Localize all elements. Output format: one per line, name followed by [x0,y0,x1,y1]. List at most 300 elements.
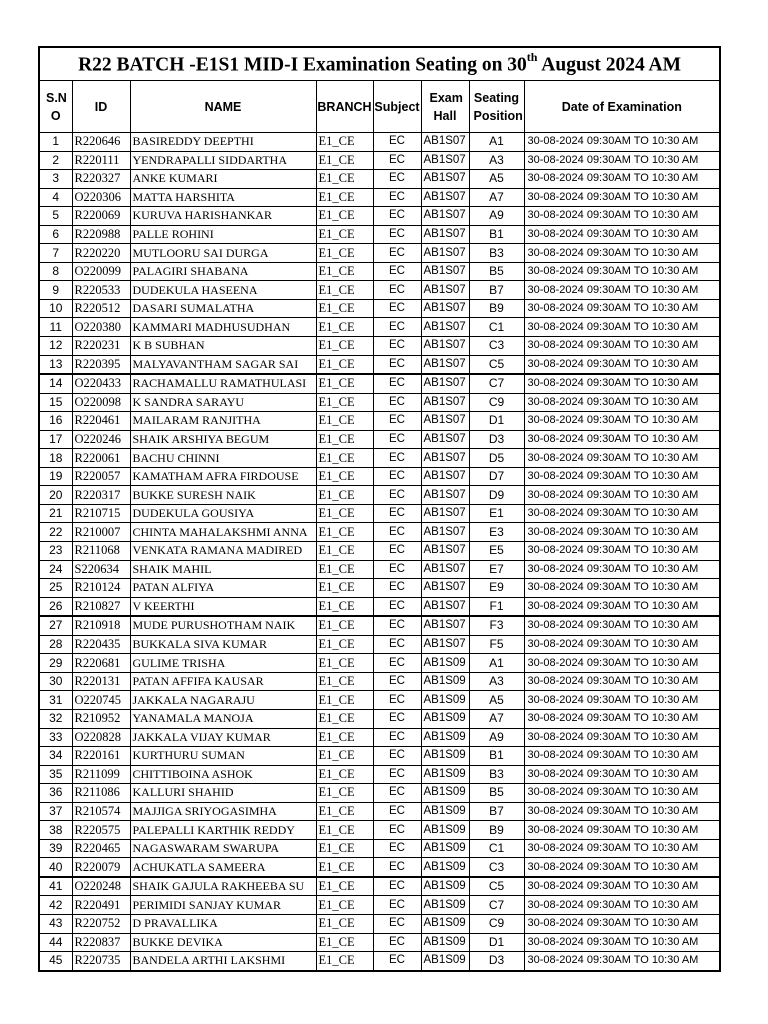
row-branch: E1_CE [316,914,373,933]
header-seating-position: Seating Position [469,81,524,133]
row-id: R210574 [72,802,130,821]
row-id: O220099 [72,262,130,281]
row-subject: EC [373,579,421,598]
row-seating-position: B3 [469,765,524,784]
row-date: 30-08-2024 09:30AM TO 10:30 AM [524,188,720,207]
row-exam-hall: AB1S09 [421,728,469,747]
row-branch: E1_CE [316,765,373,784]
row-branch: E1_CE [316,821,373,840]
row-date: 30-08-2024 09:30AM TO 10:30 AM [524,355,720,374]
row-sno: 13 [39,355,72,374]
row-id: O220098 [72,393,130,412]
table-row [39,952,720,971]
table-row [39,821,720,840]
row-id: R220491 [72,896,130,915]
row-date: 30-08-2024 09:30AM TO 10:30 AM [524,672,720,691]
row-name: MUTLOORU SAI DURGA [130,244,316,263]
row-branch: E1_CE [316,449,373,468]
row-id: R220435 [72,635,130,654]
row-subject: EC [373,560,421,579]
table-row [39,784,720,803]
row-branch: E1_CE [316,542,373,561]
row-id: R220111 [72,151,130,170]
row-name: BUKKE DEVIKA [130,933,316,952]
row-date: 30-08-2024 09:30AM TO 10:30 AM [524,133,720,152]
row-subject: EC [373,933,421,952]
row-exam-hall: AB1S09 [421,821,469,840]
row-seating-position: B5 [469,784,524,803]
row-subject: EC [373,188,421,207]
title-superscript: th [526,49,538,64]
row-exam-hall: AB1S07 [421,560,469,579]
row-exam-hall: AB1S07 [421,299,469,318]
row-exam-hall: AB1S07 [421,281,469,300]
row-branch: E1_CE [316,412,373,431]
row-name: K B SUBHAN [130,337,316,356]
title-suffix: August 2024 AM [537,54,682,76]
row-subject: EC [373,858,421,877]
row-name: RACHAMALLU RAMATHULASI [130,374,316,393]
row-seating-position: D3 [469,430,524,449]
row-date: 30-08-2024 09:30AM TO 10:30 AM [524,449,720,468]
row-seating-position: A3 [469,672,524,691]
row-subject: EC [373,486,421,505]
row-id: R220735 [72,952,130,971]
table-row [39,914,720,933]
row-sno: 37 [39,802,72,821]
row-seating-position: C9 [469,393,524,412]
row-seating-position: D3 [469,952,524,971]
row-id: R220231 [72,337,130,356]
row-exam-hall: AB1S09 [421,672,469,691]
row-branch: E1_CE [316,672,373,691]
row-branch: E1_CE [316,207,373,226]
row-date: 30-08-2024 09:30AM TO 10:30 AM [524,504,720,523]
table-row [39,412,720,431]
row-name: KURUVA HARISHANKAR [130,207,316,226]
row-exam-hall: AB1S07 [421,188,469,207]
row-subject: EC [373,151,421,170]
row-seating-position: B5 [469,262,524,281]
table-row [39,430,720,449]
row-branch: E1_CE [316,133,373,152]
row-seating-position: B9 [469,299,524,318]
row-seating-position: C9 [469,914,524,933]
row-seating-position: C3 [469,337,524,356]
header-exam-hall: Exam Hall [421,81,469,133]
row-branch: E1_CE [316,802,373,821]
row-branch: E1_CE [316,244,373,263]
seating-rows [39,133,720,971]
sheet-title [39,47,720,81]
row-exam-hall: AB1S09 [421,933,469,952]
row-seating-position: A7 [469,709,524,728]
row-date: 30-08-2024 09:30AM TO 10:30 AM [524,281,720,300]
row-name: D PRAVALLIKA [130,914,316,933]
table-row [39,635,720,654]
row-seating-position: C3 [469,858,524,877]
row-sno: 38 [39,821,72,840]
table-row [39,486,720,505]
row-seating-position: D1 [469,412,524,431]
row-name: PALLE ROHINI [130,225,316,244]
row-exam-hall: AB1S07 [421,542,469,561]
row-exam-hall: AB1S09 [421,709,469,728]
row-subject: EC [373,635,421,654]
table-row [39,318,720,337]
row-subject: EC [373,449,421,468]
table-row [39,616,720,635]
row-name: KAMMARI MADHUSUDHAN [130,318,316,337]
row-seating-position: B1 [469,747,524,766]
row-date: 30-08-2024 09:30AM TO 10:30 AM [524,709,720,728]
row-seating-position: D7 [469,467,524,486]
row-date: 30-08-2024 09:30AM TO 10:30 AM [524,393,720,412]
row-id: R210007 [72,523,130,542]
row-exam-hall: AB1S07 [421,225,469,244]
title-prefix: R22 BATCH -E1S1 MID-I Examination Seating on 30 [78,54,527,76]
row-sno: 28 [39,635,72,654]
row-name: BASIREDDY DEEPTHI [130,133,316,152]
row-id: R220079 [72,858,130,877]
row-subject: EC [373,281,421,300]
row-date: 30-08-2024 09:30AM TO 10:30 AM [524,728,720,747]
row-name: PATAN AFFIFA KAUSAR [130,672,316,691]
row-date: 30-08-2024 09:30AM TO 10:30 AM [524,802,720,821]
row-name: SHAIK MAHIL [130,560,316,579]
row-seating-position: D9 [469,486,524,505]
row-name: JAKKALA NAGARAJU [130,691,316,710]
row-name: SHAIK ARSHIYA BEGUM [130,430,316,449]
table-row [39,839,720,858]
row-date: 30-08-2024 09:30AM TO 10:30 AM [524,616,720,635]
row-date: 30-08-2024 09:30AM TO 10:30 AM [524,765,720,784]
row-branch: E1_CE [316,467,373,486]
row-branch: E1_CE [316,374,373,393]
row-subject: EC [373,318,421,337]
row-seating-position: B7 [469,802,524,821]
row-sno: 5 [39,207,72,226]
row-branch: E1_CE [316,262,373,281]
row-subject: EC [373,784,421,803]
row-exam-hall: AB1S09 [421,747,469,766]
row-name: CHINTA MAHALAKSHMI ANNA [130,523,316,542]
table-row [39,523,720,542]
row-seating-position: F1 [469,597,524,616]
row-name: MUDE PURUSHOTHAM NAIK [130,616,316,635]
table-row [39,244,720,263]
row-subject: EC [373,691,421,710]
row-sno: 1 [39,133,72,152]
row-subject: EC [373,207,421,226]
row-branch: E1_CE [316,523,373,542]
row-id: O220248 [72,877,130,896]
row-sno: 10 [39,299,72,318]
header-name: NAME [130,81,316,133]
row-sno: 36 [39,784,72,803]
row-seating-position: E5 [469,542,524,561]
row-seating-position: E1 [469,504,524,523]
row-sno: 8 [39,262,72,281]
row-id: R211068 [72,542,130,561]
row-name: DUDEKULA HASEENA [130,281,316,300]
row-seating-position: A9 [469,207,524,226]
row-id: R220575 [72,821,130,840]
row-date: 30-08-2024 09:30AM TO 10:30 AM [524,654,720,673]
row-branch: E1_CE [316,784,373,803]
row-date: 30-08-2024 09:30AM TO 10:30 AM [524,952,720,971]
row-sno: 15 [39,393,72,412]
row-id: R220327 [72,170,130,189]
row-name: DASARI SUMALATHA [130,299,316,318]
row-exam-hall: AB1S07 [421,635,469,654]
row-branch: E1_CE [316,579,373,598]
row-id: O220380 [72,318,130,337]
row-seating-position: F5 [469,635,524,654]
row-branch: E1_CE [316,597,373,616]
header-branch: BRANCH [316,81,373,133]
row-id: R220646 [72,133,130,152]
row-name: MALYAVANTHAM SAGAR SAI [130,355,316,374]
table-row [39,858,720,877]
table-row [39,374,720,393]
row-sno: 31 [39,691,72,710]
row-id: R220533 [72,281,130,300]
row-seating-position: C1 [469,318,524,337]
row-branch: E1_CE [316,299,373,318]
row-sno: 23 [39,542,72,561]
row-name: JAKKALA VIJAY KUMAR [130,728,316,747]
row-date: 30-08-2024 09:30AM TO 10:30 AM [524,318,720,337]
row-seating-position: A5 [469,170,524,189]
row-exam-hall: AB1S09 [421,765,469,784]
row-seating-position: F3 [469,616,524,635]
row-sno: 25 [39,579,72,598]
row-exam-hall: AB1S09 [421,802,469,821]
row-seating-position: E9 [469,579,524,598]
row-sno: 42 [39,896,72,915]
row-subject: EC [373,765,421,784]
table-row [39,933,720,952]
row-subject: EC [373,170,421,189]
row-exam-hall: AB1S07 [421,579,469,598]
row-name: ACHUKATLA SAMEERA [130,858,316,877]
row-sno: 21 [39,504,72,523]
row-branch: E1_CE [316,337,373,356]
row-branch: E1_CE [316,170,373,189]
row-exam-hall: AB1S07 [421,244,469,263]
row-date: 30-08-2024 09:30AM TO 10:30 AM [524,896,720,915]
table-row [39,654,720,673]
row-name: PALEPALLI KARTHIK REDDY [130,821,316,840]
row-id: R210124 [72,579,130,598]
row-seating-position: A9 [469,728,524,747]
row-seating-position: A3 [469,151,524,170]
row-date: 30-08-2024 09:30AM TO 10:30 AM [524,170,720,189]
row-name: KAMATHAM AFRA FIRDOUSE [130,467,316,486]
table-row [39,691,720,710]
row-sno: 22 [39,523,72,542]
row-exam-hall: AB1S09 [421,914,469,933]
header-date-of-examination: Date of Examination [524,81,720,133]
row-exam-hall: AB1S07 [421,262,469,281]
row-seating-position: A1 [469,654,524,673]
row-sno: 16 [39,412,72,431]
table-row [39,542,720,561]
row-subject: EC [373,597,421,616]
table-row [39,802,720,821]
row-sno: 3 [39,170,72,189]
header-id: ID [72,81,130,133]
row-id: R220061 [72,449,130,468]
row-branch: E1_CE [316,635,373,654]
row-exam-hall: AB1S09 [421,858,469,877]
row-exam-hall: AB1S07 [421,374,469,393]
row-sno: 18 [39,449,72,468]
row-id: R211099 [72,765,130,784]
row-subject: EC [373,262,421,281]
row-exam-hall: AB1S07 [421,393,469,412]
table-row [39,355,720,374]
row-name: MATTA HARSHITA [130,188,316,207]
row-subject: EC [373,654,421,673]
row-branch: E1_CE [316,616,373,635]
row-id: R220220 [72,244,130,263]
row-sno: 2 [39,151,72,170]
row-subject: EC [373,337,421,356]
row-id: R220161 [72,747,130,766]
row-branch: E1_CE [316,896,373,915]
row-id: R210918 [72,616,130,635]
row-date: 30-08-2024 09:30AM TO 10:30 AM [524,262,720,281]
row-id: O220828 [72,728,130,747]
row-id: R210715 [72,504,130,523]
table-row [39,728,720,747]
row-sno: 24 [39,560,72,579]
row-sno: 29 [39,654,72,673]
row-exam-hall: AB1S07 [421,318,469,337]
row-name: BACHU CHINNI [130,449,316,468]
row-date: 30-08-2024 09:30AM TO 10:30 AM [524,225,720,244]
table-row [39,151,720,170]
row-id: R220395 [72,355,130,374]
seating-sheet [38,46,719,972]
row-sno: 43 [39,914,72,933]
row-date: 30-08-2024 09:30AM TO 10:30 AM [524,430,720,449]
row-date: 30-08-2024 09:30AM TO 10:30 AM [524,747,720,766]
row-branch: E1_CE [316,560,373,579]
row-subject: EC [373,672,421,691]
row-branch: E1_CE [316,858,373,877]
row-sno: 45 [39,952,72,971]
row-subject: EC [373,952,421,971]
table-row [39,877,720,896]
row-seating-position: D5 [469,449,524,468]
table-row [39,281,720,300]
row-date: 30-08-2024 09:30AM TO 10:30 AM [524,542,720,561]
row-name: PERIMIDI SANJAY KUMAR [130,896,316,915]
row-sno: 26 [39,597,72,616]
row-seating-position: C1 [469,839,524,858]
row-exam-hall: AB1S07 [421,486,469,505]
row-branch: E1_CE [316,504,373,523]
header-subject: Subject [373,81,421,133]
row-date: 30-08-2024 09:30AM TO 10:30 AM [524,467,720,486]
row-id: R220512 [72,299,130,318]
row-sno: 19 [39,467,72,486]
row-exam-hall: AB1S07 [421,597,469,616]
row-name: ANKE KUMARI [130,170,316,189]
row-subject: EC [373,914,421,933]
table-row [39,133,720,152]
row-date: 30-08-2024 09:30AM TO 10:30 AM [524,784,720,803]
row-date: 30-08-2024 09:30AM TO 10:30 AM [524,486,720,505]
row-branch: E1_CE [316,728,373,747]
table-row [39,709,720,728]
row-name: BUKKE SURESH NAIK [130,486,316,505]
row-name: MAILARAM RANJITHA [130,412,316,431]
row-date: 30-08-2024 09:30AM TO 10:30 AM [524,877,720,896]
row-date: 30-08-2024 09:30AM TO 10:30 AM [524,299,720,318]
row-name: CHITTIBOINA ASHOK [130,765,316,784]
row-seating-position: B1 [469,225,524,244]
row-branch: E1_CE [316,393,373,412]
row-subject: EC [373,244,421,263]
row-sno: 39 [39,839,72,858]
row-id: R220465 [72,839,130,858]
row-date: 30-08-2024 09:30AM TO 10:30 AM [524,523,720,542]
table-row [39,765,720,784]
row-name: SHAIK GAJULA RAKHEEBA SU [130,877,316,896]
row-subject: EC [373,393,421,412]
row-date: 30-08-2024 09:30AM TO 10:30 AM [524,914,720,933]
row-name: K SANDRA SARAYU [130,393,316,412]
row-branch: E1_CE [316,151,373,170]
row-subject: EC [373,802,421,821]
table-row [39,262,720,281]
table-row [39,467,720,486]
row-name: V KEERTHI [130,597,316,616]
row-date: 30-08-2024 09:30AM TO 10:30 AM [524,207,720,226]
row-subject: EC [373,728,421,747]
row-branch: E1_CE [316,430,373,449]
row-sno: 34 [39,747,72,766]
row-exam-hall: AB1S07 [421,151,469,170]
row-id: R220069 [72,207,130,226]
row-name: PALAGIRI SHABANA [130,262,316,281]
row-name: BANDELA ARTHI LAKSHMI [130,952,316,971]
row-sno: 20 [39,486,72,505]
row-exam-hall: AB1S07 [421,449,469,468]
row-branch: E1_CE [316,839,373,858]
table-row [39,207,720,226]
row-subject: EC [373,896,421,915]
row-exam-hall: AB1S09 [421,952,469,971]
row-name: YENDRAPALLI SIDDARTHA [130,151,316,170]
row-date: 30-08-2024 09:30AM TO 10:30 AM [524,560,720,579]
row-id: R220752 [72,914,130,933]
row-name: NAGASWARAM SWARUPA [130,839,316,858]
table-row [39,225,720,244]
row-branch: E1_CE [316,709,373,728]
row-date: 30-08-2024 09:30AM TO 10:30 AM [524,635,720,654]
table-row [39,393,720,412]
row-sno: 7 [39,244,72,263]
row-exam-hall: AB1S07 [421,523,469,542]
row-id: R210952 [72,709,130,728]
row-exam-hall: AB1S09 [421,896,469,915]
row-name: MAJJIGA SRIYOGASIMHA [130,802,316,821]
